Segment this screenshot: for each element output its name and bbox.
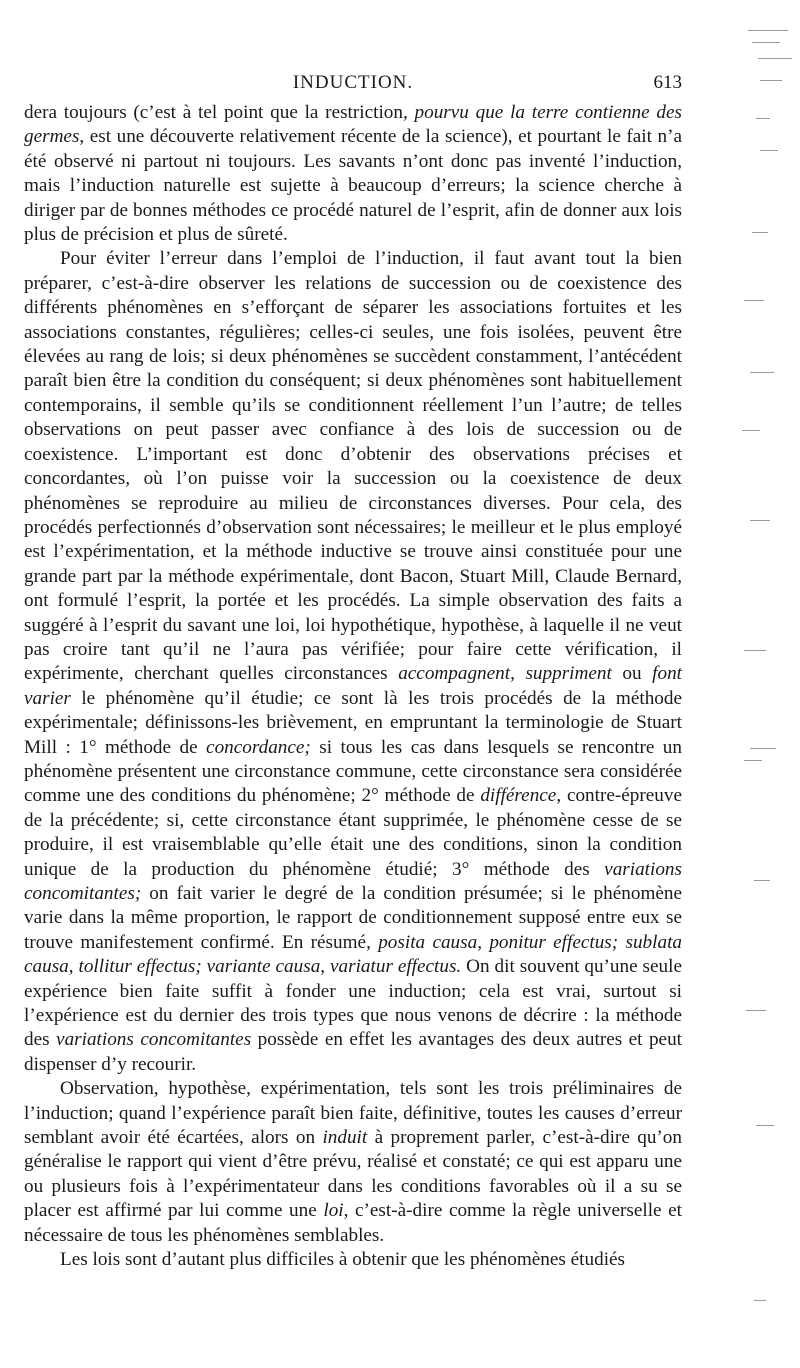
text-run: à proprement parler, c’est-à-dire qu’on généralise le rapport qui vient d’être prévu, réalisé et constaté; ce qui est apparu une ou plusieurs fois à l’expérimentateur dans les conditions favorables où il a su se placer est affirmé par lui comme une (24, 1127, 682, 1222)
text-run: Les lois sont d’autant plus difficiles à obtenir que les phénomènes étudiés (60, 1249, 626, 1271)
text-run: Pour éviter l’erreur dans l’emploi de l’induction, il faut avant tout la bien préparer, c’est-à-dire observer les relations de succession ou de coexistence des différents phénomènes en s’efforçant de séparer les associations fortuites et les associations constantes, régulières; celles-ci seules, une fois isolées, peuvent être élevées au rang de lois; si deux phénomènes se succèdent constamment, l’antécédent paraît bien être la condition du conséquent; si deux phénomènes sont habituellement contemporains, il semble qu’ils se conditionnent réellement l’un l’autre; de telles observations on peut passer avec confiance à des lois de succession ou de coexistence. L’important est donc d’obtenir des observations précises et concordantes, où l’on puisse voir la succession ou la coexistence de deux phénomènes se reproduire au milieu de circonstances diverses. Pour cela, des procédés perfectionnés d’observation sont nécessaires; le meilleur et le plus employé est l’expérimentation, et la méthode inductive se trouve ainsi constituée pour une grande part par la méthode expérimentale, dont Bacon, Stuart Mill, Claude Bernard, ont formulé l’esprit, la portée et les procédés. La simple observation des faits a suggéré à l’esprit du savant une loi, loi hypothétique, hypothèse, à laquelle il ne veut pas croire tant qu’il ne l’aura pas vérifiée; pour faire cette vérification, il expérimente, cherchant quelles circonstances (24, 248, 682, 685)
text-run: , c’est-à-dire comme la règle universelle et nécessaire de tous les phénomènes semblables. (24, 1200, 682, 1246)
italic-text: loi (323, 1200, 344, 1222)
page-number: 613 (653, 72, 682, 93)
body-text (24, 101, 682, 1273)
paragraph-p4 (24, 1248, 682, 1272)
italic-text: variations concomitantes (56, 1029, 252, 1051)
italic-text: variations concomitantes; (24, 858, 682, 904)
text-run: possède en effet les avantages des deux autres et peut dispenser d’y recourir. (24, 1029, 683, 1075)
text-run: , contre-épreuve de la précédente; si, cette circonstance étant supprimée, le phénomène cesse de se produire, il est vraisemblable qu’elle était une des conditions, sinon la condition unique de la production du phénomène étudié; 3° méthode des (24, 785, 682, 880)
text-run: On dit souvent qu’une seule expérience bien faite suffit à fonder une induction; cela est vrai, surtout si l’expérience est du dernier des trois types que nous venons de décrire : la méthode des (24, 956, 682, 1051)
paragraph-p1 (24, 101, 682, 247)
italic-text: pourvu que la terre contienne des germes (24, 102, 682, 148)
italic-text: concordance; (206, 736, 311, 758)
text-run: Observation, hypothèse, expérimentation, tels sont les trois préliminaires de l’induction; quand l’expérience paraît bien faite, définitive, toutes les causes d’erreur semblant avoir été écartées, alors on (24, 1078, 682, 1149)
scan-margin-marks (690, 0, 800, 1368)
page-header (24, 72, 682, 98)
italic-text: induit (322, 1127, 368, 1149)
text-run: ou (611, 663, 653, 685)
italic-text: posita causa, ponitur effectus; sublata causa, tollitur effectus; variante causa, variatur effectus. (24, 931, 682, 978)
text-run: si tous les cas dans lesquels se rencontre un phénomène présentent une circonstance commune, cette circonstance sera considérée comme une des conditions du phénomène; 2° méthode de (24, 736, 682, 807)
paragraph-p2 (24, 247, 682, 1077)
running-title: INDUCTION. (292, 72, 414, 93)
text-run: , est une découverte relativement récente de la science), et pourtant le fait n’a été observé ni partout ni toujours. Les savants n’ont donc pas inventé l’induction, mais l’induction naturelle est sujette à beaucoup d’erreurs; la science cherche à diriger par de bonnes méthodes ce procédé naturel de l’esprit, afin de donner aux lois plus de précision et plus de sûreté. (24, 126, 682, 246)
italic-text: différence (480, 785, 557, 807)
text-run: le phénomène qu’il étudie; ce sont là les trois procédés de la méthode expérimentale; définissons-les brièvement, en empruntant la terminologie de Stuart Mill : 1° méthode de (24, 687, 682, 758)
italic-text: accompagnent, suppriment (398, 663, 612, 685)
text-run: on fait varier le degré de la condition présumée; si le phénomène varie dans la même proportion, le rapport de conditionnement supposé entre eux se trouve manifestement confirmé. En résumé, (24, 883, 682, 953)
text-run: dera toujours (c’est à tel point que la restriction, (24, 102, 415, 123)
italic-text: font varier (24, 663, 682, 709)
paragraph-p3 (24, 1077, 682, 1248)
